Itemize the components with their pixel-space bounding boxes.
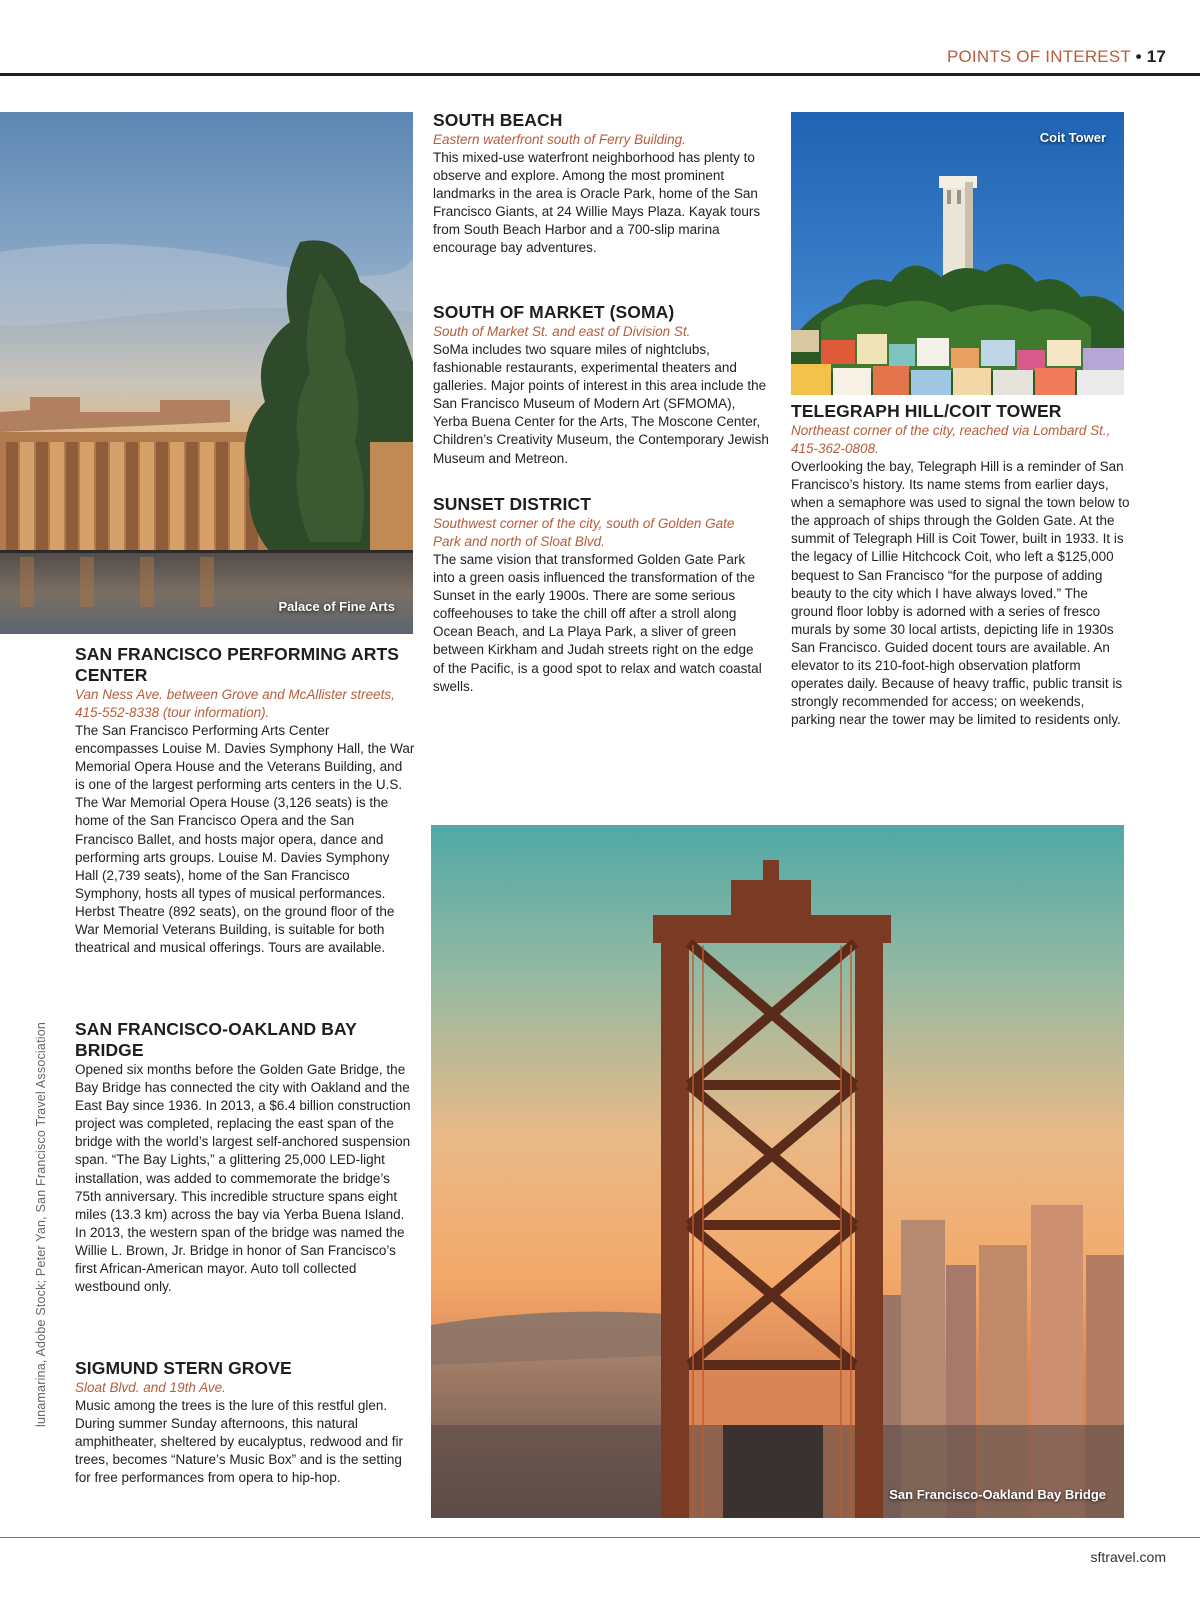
article-title: SOUTH BEACH (433, 110, 563, 130)
article-body: Overlooking the bay, Telegraph Hill is a reminder of San Francisco’s history. Its name stems from earlier days, when a semaphore was used to signal the town below to the approach of ships through the Golden Gate. At the summit of Telegraph Hill is Coit Tower, built in 1933. It is the legacy of Lillie Hitchcock Coit, who left a $125,000 bequest to San Francisco “for the purpose of adding beauty to the city which I have always loved.” The ground floor lobby is adorned with a series of fresco murals by some 30 local artists, depicting life in 1930s San Francisco. Guided docent tours are available. An elevator to its 210-foot-high observation platform operates daily. Because of heavy traffic, public transit is strongly recommended for access; on weekends, parking near the tower may be limited to residents only. (791, 459, 1130, 728)
header-divider (0, 73, 1200, 76)
article-body: The same vision that transformed Golden Gate Park into a green oasis influenced the transformation of the Sunset in the early 1900s. There are some serious coffeehouses to take the chill off after a stroll along Ocean Beach, and La Playa Park, a sliver of green between Kirkham and Judah streets right on the edge of the Pacific, is a good spot to relax and watch coastal swells. (433, 552, 762, 694)
coit-caption: Coit Tower (1039, 130, 1106, 145)
article-title: SAN FRANCISCO PERFORMING ARTS CENTER (75, 644, 400, 685)
bay-bridge-photo (431, 825, 1124, 1518)
article-location: Van Ness Ave. between Grove and McAllister streets, 415-552-8338 (tour information). (75, 687, 395, 720)
article-performing-arts-center (75, 644, 415, 957)
header-separator: • (1135, 47, 1142, 66)
article-location: Eastern waterfront south of Ferry Building. (433, 132, 686, 147)
article-south-beach (433, 110, 773, 258)
article-telegraph-hill (791, 401, 1131, 729)
article-location: Northeast corner of the city, reached via Lombard St., 415-362-0808. (791, 423, 1111, 456)
article-body: The San Francisco Performing Arts Center encompasses Louise M. Davies Symphony Hall, the War Memorial Opera House and the Veterans Building, and is one of the largest performing arts centers in the U.S. The War Memorial Opera House (3,126 seats) is the home of the San Francisco Opera and the San Francisco Ballet, and hosts major opera, dance and performing arts groups. Louise M. Davies Symphony Hall (2,739 seats), home of the San Francisco Symphony, hosts all types of musical performances. Herbst Theatre (892 seats), on the ground floor of the War Memorial Veterans Building, is suitable for both theatrical and musical offerings. Tours are available. (75, 723, 415, 956)
article-title: TELEGRAPH HILL/COIT TOWER (791, 401, 1062, 421)
running-header (947, 47, 1166, 67)
article-body: SoMa includes two square miles of nightclubs, fashionable restaurants, experimental theaters and galleries. Major points of interest in this area include the San Francisco Museum of Modern Art (SFMOMA), Yerba Buena Center for the Arts, The Moscone Center, Children’s Creativity Museum, the Contemporary Jewish Museum and Metreon. (433, 342, 769, 466)
article-sunset-district (433, 494, 763, 696)
section-title: POINTS OF INTEREST (946, 47, 1131, 66)
article-body: This mixed-use waterfront neighborhood has plenty to observe and explore. Among the most prominent landmarks in the area is Oracle Park, home of the San Francisco Giants, at 24 Willie Mays Plaza. Kayak tours from South Beach Harbor and a 700-slip marina encourage bay adventures. (433, 150, 761, 256)
bay-bridge-caption: San Francisco-Oakland Bay Bridge (889, 1487, 1106, 1502)
article-location: South of Market St. and east of Division St. (433, 324, 691, 339)
article-soma (433, 302, 773, 468)
palace-caption: Palace of Fine Arts (278, 599, 395, 614)
article-body: Music among the trees is the lure of this restful glen. During summer Sunday afternoons, this natural amphitheater, sheltered by eucalyptus, redwood and fir trees, becomes “Nature’s Music Box” and is the setting for free performances from opera to hip-hop. (75, 1398, 403, 1486)
photo-credit: lunamarina, Adobe Stock; Peter Yan, San Francisco Travel Association (34, 1021, 48, 1427)
article-location: Sloat Blvd. and 19th Ave. (75, 1380, 226, 1395)
coit-tower-photo (791, 112, 1124, 395)
article-title: SAN FRANCISCO-OAKLAND BAY BRIDGE (75, 1019, 357, 1060)
article-location: Southwest corner of the city, south of Golden Gate Park and north of Sloat Blvd. (433, 516, 735, 549)
footer-divider (0, 1537, 1200, 1538)
article-stern-grove (75, 1358, 415, 1487)
footer-url[interactable]: sftravel.com (1090, 1549, 1166, 1565)
palace-of-fine-arts-photo (0, 112, 413, 634)
article-bay-bridge (75, 1019, 415, 1296)
article-title: SOUTH OF MARKET (SOMA) (433, 302, 675, 322)
page-number: 17 (1146, 47, 1166, 66)
article-title: SUNSET DISTRICT (433, 494, 592, 514)
article-body: Opened six months before the Golden Gate Bridge, the Bay Bridge has connected the city with Oakland and the East Bay since 1936. In 2013, a $6.4 billion construction project was completed, replacing the east span of the bridge with the world’s largest self-anchored suspension span. “The Bay Lights,” a glittering 25,000 LED-light installation, was added to commemorate the bridge’s 75th anniversary. This incredible structure spans eight miles (13.3 km) across the bay via Yerba Buena Island. In 2013, the western span of the bridge was named the Willie L. Brown, Jr. Bridge in honor of San Francisco’s first African-American mayor. Auto toll collected westbound only. (75, 1062, 411, 1295)
article-title: SIGMUND STERN GROVE (75, 1358, 292, 1378)
